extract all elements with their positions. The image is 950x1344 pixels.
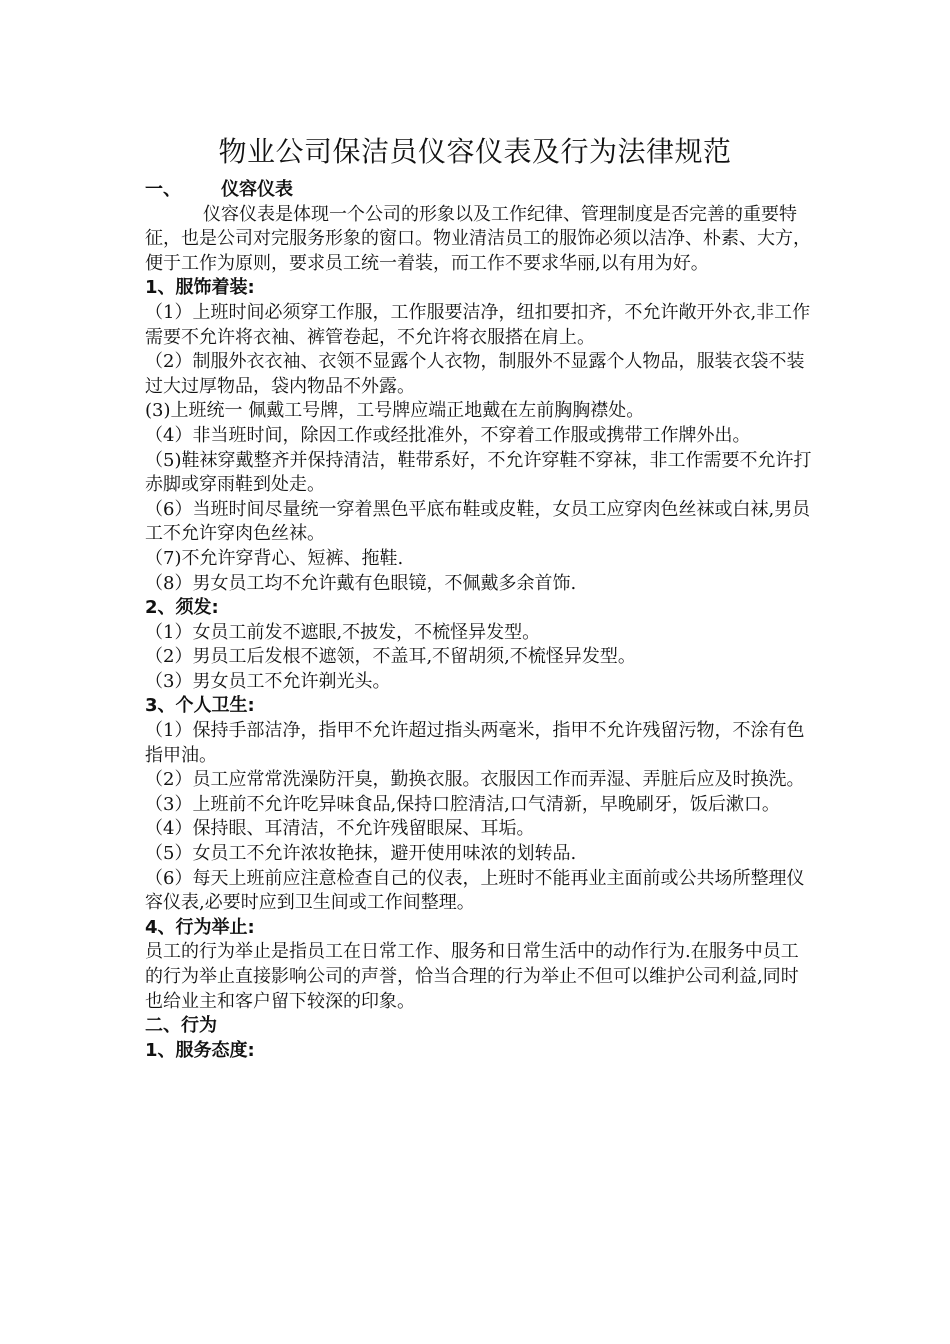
clothing-item-1: （1）上班时间必须穿工作服，工作服要洁净，纽扣要扣齐，不允许敞开外衣,非工作需要不允许将衣袖、裤管卷起，不允许将衣服搭在肩上。 — [145, 301, 811, 348]
section-number: 一、 — [145, 179, 181, 200]
subheading-conduct: 4、行为举止: — [145, 916, 255, 938]
conduct-paragraph: 员工的行为举止是指员工在日常工作、服务和日常生活中的动作行为.在服务中员工的行为举止直接影响公司的声誉，恰当合理的行为举止不但可以维护公司利益,同时也给业主和客户留下较深的印象。 — [145, 941, 799, 1012]
hair-item-3: （3）男女员工不允许剃光头。 — [145, 670, 391, 692]
clothing-item-2: （2）制服外衣衣袖、衣领不显露个人衣物，制服外不显露个人物品，服装衣袋不装过大过厚物品，袋内物品不外露。 — [145, 351, 805, 397]
section-heading-appearance — [145, 178, 813, 203]
hair-item-1: （1）女员工前发不遮眼,不披发，不梳怪异发型。 — [145, 621, 541, 643]
hygiene-item-4: （4）保持眼、耳清洁，不允许残留眼屎、耳垢。 — [145, 818, 535, 840]
hygiene-item-1: （1）保持手部洁净，指甲不允许超过指头两毫米，指甲不允许残留污物，不涂有色指甲油。 — [145, 720, 805, 766]
document-title: 物业公司保洁员仪容仪表及行为法律规范 — [218, 135, 732, 168]
hygiene-item-5: （5）女员工不允许浓妆艳抹，避开使用味浓的划转品. — [145, 843, 577, 865]
section-heading-behavior: 二、行为 — [145, 1015, 217, 1037]
clothing-item-7: （7)不允许穿背心、短裤、拖鞋. — [145, 547, 404, 569]
clothing-item-4: （4）非当班时间，除因工作或经批准外，不穿着工作服或携带工作牌外出。 — [145, 424, 751, 446]
subheading-clothing: 1、服饰着装: — [145, 277, 255, 299]
hygiene-item-3: （3）上班前不允许吃异味食品,保持口腔清洁,口气清新，早晚刷牙，饭后漱口。 — [145, 793, 780, 815]
intro-paragraph: 仪容仪表是体现一个公司的形象以及工作纪律、管理制度是否完善的重要特征，也是公司对完服务形象的窗口。物业清洁员工的服饰必须以洁净、朴素、大方，便于工作为原则，要求员工统一着装，而工作不要求华丽,以有用为好。 — [145, 203, 811, 274]
clothing-item-3: (3)上班统一 佩戴工号牌，工号牌应端正地戴在左前胸胸襟处。 — [145, 400, 645, 422]
hygiene-item-2: （2）员工应常常洗澡防汗臭，勤换衣服。衣服因工作而弄湿、弄脏后应及时换洗。 — [145, 769, 805, 791]
subheading-hair: 2、须发: — [145, 597, 219, 619]
section-title: 仪容仪表 — [221, 179, 293, 200]
clothing-item-5: （5)鞋袜穿戴整齐并保持清洁，鞋带系好，不允许穿鞋不穿袜，非工作需要不允许打赤脚或穿雨鞋到处走。 — [145, 449, 812, 496]
subheading-hygiene: 3、个人卫生: — [145, 695, 255, 717]
document-body — [145, 178, 813, 1063]
clothing-item-8: （8）男女员工均不允许戴有色眼镜，不佩戴多余首饰. — [145, 572, 577, 594]
clothing-item-6: （6）当班时间尽量统一穿着黑色平底布鞋或皮鞋，女员工应穿肉色丝袜或白袜,男员工不允许穿肉色丝袜。 — [145, 498, 811, 545]
hair-item-2: （2）男员工后发根不遮领，不盖耳,不留胡须,不梳怪异发型。 — [145, 646, 636, 668]
hygiene-item-6: （6）每天上班前应注意检查自己的仪表，上班时不能再业主面前或公共场所整理仪容仪表,必要时应到卫生间或工作间整理。 — [145, 867, 805, 914]
subheading-service-attitude: 1、服务态度: — [145, 1039, 255, 1061]
